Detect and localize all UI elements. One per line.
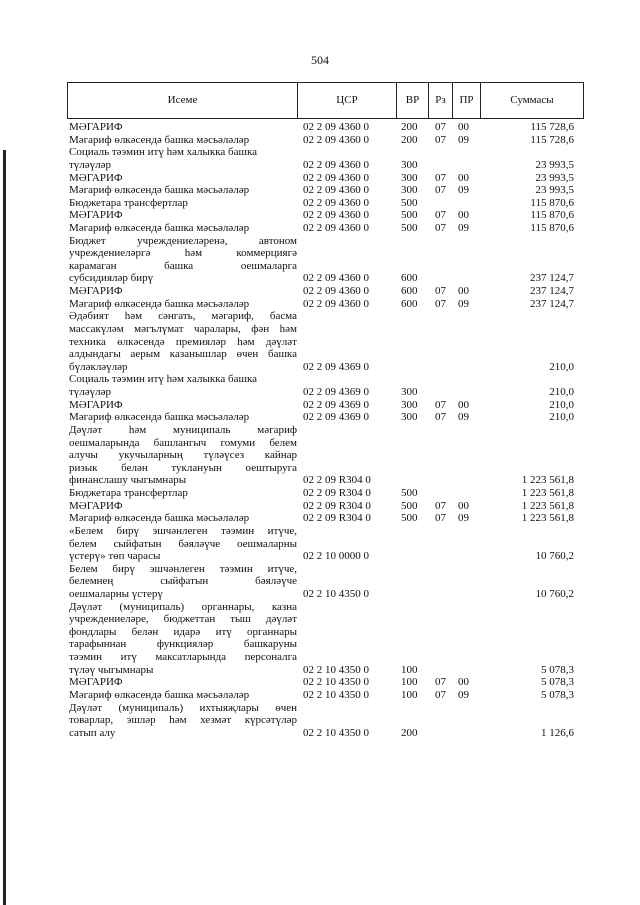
row-pr: 00: [458, 121, 469, 133]
table-row: [67, 689, 584, 701]
row-name: Социаль тәэмин итү һәм халыкка башка: [69, 373, 258, 386]
row-name: оешмаларында башлангыч гомуми белем: [69, 436, 297, 449]
table-row: [67, 399, 584, 411]
table-row: [67, 613, 584, 625]
row-name: түләүләр: [69, 386, 112, 398]
table-row: [67, 373, 584, 385]
table-row: [67, 235, 584, 247]
table-row: [67, 462, 584, 474]
row-name: белем сыйфатын бәяләүче оешмаларны: [69, 537, 297, 550]
table-row: [67, 260, 584, 272]
row-rz: 07: [435, 676, 446, 689]
table-row: [67, 172, 584, 184]
table-row: [67, 500, 584, 512]
row-csr: 02 2 09 4360 0: [303, 285, 369, 298]
row-name: Мәгариф өлкәсендә башка мәсьәләләр: [69, 222, 250, 234]
row-csr: 02 2 09 4369 0: [303, 386, 369, 398]
row-name: Белем бирү эшчәнлеген тәэмин итүче,: [69, 562, 297, 575]
row-pr: 00: [458, 285, 469, 298]
table-row: [67, 247, 584, 259]
page-number: 504: [311, 53, 329, 67]
row-sum: 1 223 561,8: [521, 487, 574, 499]
row-sum: 115 870,6: [530, 196, 574, 209]
row-vr: 200: [401, 133, 418, 146]
row-sum: 5 078,3: [541, 663, 574, 676]
row-sum: 10 760,2: [535, 550, 574, 563]
row-sum: 10 760,2: [535, 587, 574, 600]
row-pr: 09: [458, 184, 469, 197]
row-name: финанслашу чыгымнары: [69, 474, 187, 487]
scan-edge-line: [3, 150, 6, 905]
row-csr: 02 2 10 4350 0: [303, 663, 369, 676]
table-row: [67, 323, 584, 335]
table-row: [67, 121, 584, 133]
row-csr: 02 2 09 4360 0: [303, 209, 369, 222]
row-name: Мәгариф өлкәсендә башка мәсьәләләр: [69, 133, 250, 146]
row-name: оешмаларны үстерү: [69, 587, 163, 600]
row-sum: 210,0: [549, 386, 574, 398]
row-name: сатып алу: [69, 726, 116, 739]
row-vr: 300: [401, 386, 418, 398]
row-name: Мәгариф өлкәсендә башка мәсьәләләр: [69, 297, 250, 310]
row-name: «Белем бирү эшчәнлеген тәэмин итүче,: [69, 524, 297, 537]
row-sum: 23 993,5: [535, 184, 574, 197]
header-sum: Суммасы: [510, 94, 554, 106]
row-csr: 02 2 09 4360 0: [303, 171, 369, 184]
table-row: [67, 638, 584, 650]
table-row: [67, 184, 584, 196]
table-row: [67, 134, 584, 146]
table-row: [67, 159, 584, 171]
row-name: Мәгариф өлкәсендә башка мәсьәләләр: [69, 512, 250, 525]
row-csr: 02 2 09 R304 0: [303, 499, 371, 512]
row-csr: 02 2 10 4350 0: [303, 587, 369, 600]
row-vr: 500: [401, 499, 418, 512]
row-rz: 07: [435, 222, 446, 234]
header-pr: ПР: [453, 83, 481, 118]
row-sum: 5 078,3: [541, 688, 574, 701]
table-row: [67, 664, 584, 676]
header-rz: Рз: [429, 83, 453, 118]
row-pr: 09: [458, 411, 469, 424]
row-csr: 02 2 09 4360 0: [303, 297, 369, 310]
table-row: [67, 714, 584, 726]
row-name: ризык белән туклануын оештыруга: [69, 461, 297, 474]
row-name: Мәгариф өлкәсендә башка мәсьәләләр: [69, 411, 250, 424]
row-csr: 02 2 09 R304 0: [303, 474, 371, 487]
row-rz: 07: [435, 184, 446, 197]
table-row: [67, 538, 584, 550]
row-name: МӘГАРИФ: [69, 398, 123, 411]
row-sum: 115 870,6: [530, 222, 574, 234]
row-csr: 02 2 09 R304 0: [303, 512, 371, 525]
row-rz: 07: [435, 133, 446, 146]
row-pr: 00: [458, 398, 469, 411]
row-pr: 00: [458, 676, 469, 689]
row-rz: 07: [435, 398, 446, 411]
row-csr: 02 2 09 4360 0: [303, 133, 369, 146]
row-rz: 07: [435, 121, 446, 133]
row-vr: 500: [401, 487, 418, 499]
table-row: [67, 575, 584, 587]
table-row: [67, 386, 584, 398]
row-sum: 210,0: [549, 360, 574, 373]
row-name: үстерү» төп чарасы: [69, 550, 161, 563]
table-row: [67, 209, 584, 221]
row-sum: 1 223 561,8: [521, 474, 574, 487]
row-pr: 00: [458, 209, 469, 222]
row-name: белемнең сыйфатын бәяләүче: [69, 575, 297, 588]
row-sum: 1 126,6: [541, 726, 574, 739]
row-name: тәэмин итү максатларында персоналга: [69, 651, 297, 663]
row-sum: 23 993,5: [535, 171, 574, 184]
header-csr: ЦСР: [298, 83, 397, 118]
row-rz: 07: [435, 171, 446, 184]
row-rz: 07: [435, 499, 446, 512]
row-csr: 02 2 10 4350 0: [303, 688, 369, 701]
row-csr: 02 2 09 4360 0: [303, 184, 369, 197]
table-row: [67, 525, 584, 537]
table-row: [67, 336, 584, 348]
table-row: [67, 626, 584, 638]
table-row: [67, 727, 584, 739]
row-sum: 23 993,5: [535, 158, 574, 171]
row-sum: 210,0: [549, 398, 574, 411]
row-name: түләүләр: [69, 158, 112, 171]
table-row: [67, 222, 584, 234]
row-name: МӘГАРИФ: [69, 171, 123, 184]
row-pr: 00: [458, 171, 469, 184]
row-rz: 07: [435, 512, 446, 525]
table-row: [67, 310, 584, 322]
row-vr: 300: [401, 184, 418, 197]
row-name: МӘГАРИФ: [69, 121, 123, 133]
row-name: субсидияләр бирү: [69, 272, 154, 285]
table-row: [67, 676, 584, 688]
row-csr: 02 2 09 4369 0: [303, 398, 369, 411]
row-sum: 5 078,3: [541, 676, 574, 689]
row-name: Мәгариф өлкәсендә башка мәсьәләләр: [69, 688, 250, 701]
table-row: [67, 601, 584, 613]
row-vr: 200: [401, 121, 418, 133]
row-rz: 07: [435, 209, 446, 222]
table-row: [67, 298, 584, 310]
row-vr: 600: [401, 285, 418, 298]
row-csr: 02 2 10 0000 0: [303, 550, 369, 563]
header-vr: ВР: [397, 83, 429, 118]
table-row: [67, 285, 584, 297]
row-name: массакүләм мәгълүмат чаралары, фән һәм: [69, 322, 297, 335]
table-row: [67, 272, 584, 284]
table-row: [67, 474, 584, 486]
row-vr: 500: [401, 512, 418, 525]
row-pr: 09: [458, 133, 469, 146]
table-row: [67, 550, 584, 562]
row-name: фондлары белән идарә итү органнары: [69, 625, 297, 638]
row-pr: 09: [458, 222, 469, 234]
table-row: [67, 512, 584, 524]
table-row: [67, 651, 584, 663]
row-name: МӘГАРИФ: [69, 499, 123, 512]
row-vr: 300: [401, 171, 418, 184]
row-name: бүләкләүләр: [69, 360, 128, 373]
row-name: Бюджетара трансфертлар: [69, 196, 188, 209]
row-csr: 02 2 09 4360 0: [303, 121, 369, 133]
row-csr: 02 2 09 4360 0: [303, 222, 369, 234]
row-sum: 237 124,7: [530, 285, 574, 298]
row-vr: 500: [401, 222, 418, 234]
row-sum: 210,0: [549, 411, 574, 424]
row-name: алдындагы аерым казанышлар өчен башка: [69, 348, 297, 361]
row-name: учреждениеләргә һәм коммерциягә: [69, 247, 297, 260]
row-pr: 09: [458, 297, 469, 310]
row-name: Дәүләт (муниципаль) ихтыяҗлары өчен: [69, 701, 297, 714]
row-name: Дәүләт (муниципаль) органнары, казна: [69, 600, 297, 613]
row-name: алучы укучыларның түләүсез кайнар: [69, 449, 297, 462]
row-rz: 07: [435, 688, 446, 701]
row-vr: 200: [401, 726, 418, 739]
row-name: тарафыннан функцияләр башкаруны: [69, 638, 297, 651]
row-name: МӘГАРИФ: [69, 676, 123, 689]
table-row: [67, 348, 584, 360]
row-csr: 02 2 09 4360 0: [303, 272, 369, 285]
row-vr: 500: [401, 209, 418, 222]
table-row: [67, 487, 584, 499]
table-row: [67, 588, 584, 600]
table-row: [67, 437, 584, 449]
table-row: [67, 702, 584, 714]
row-csr: 02 2 10 4350 0: [303, 676, 369, 689]
row-pr: 09: [458, 512, 469, 525]
row-vr: 100: [401, 676, 418, 689]
row-vr: 300: [401, 411, 418, 424]
table-row: [67, 449, 584, 461]
row-pr: 09: [458, 688, 469, 701]
row-sum: 115 728,6: [530, 133, 574, 146]
row-name: Социаль тәэмин итү һәм халыкка башка: [69, 146, 258, 159]
row-sum: 237 124,7: [530, 297, 574, 310]
row-name: Әдәбият һәм сәнгать, мәгариф, басма: [69, 310, 297, 323]
row-name: түләү чыгымнары: [69, 663, 154, 676]
row-vr: 600: [401, 272, 418, 285]
row-name: Бюджетара трансфертлар: [69, 487, 188, 499]
row-vr: 500: [401, 196, 418, 209]
table-row: [67, 146, 584, 158]
row-name: МӘГАРИФ: [69, 209, 123, 222]
table-row: [67, 411, 584, 423]
table-row: [67, 563, 584, 575]
row-name: учреждениеләре, бюджеттан тыш дәүләт: [69, 613, 297, 626]
row-sum: 237 124,7: [530, 272, 574, 285]
row-rz: 07: [435, 411, 446, 424]
row-csr: 02 2 09 R304 0: [303, 487, 371, 499]
row-csr: 02 2 09 4369 0: [303, 360, 369, 373]
row-sum: 1 223 561,8: [521, 499, 574, 512]
row-name: карамаган башка оешмаларга: [69, 259, 297, 272]
row-sum: 115 870,6: [530, 209, 574, 222]
table-header: [67, 82, 584, 119]
table-row: [67, 197, 584, 209]
row-csr: 02 2 09 4360 0: [303, 196, 369, 209]
row-csr: 02 2 10 4350 0: [303, 726, 369, 739]
row-name: техника өлкәсендә премияләр һәм дәүләт: [69, 335, 297, 348]
row-csr: 02 2 09 4369 0: [303, 411, 369, 424]
row-vr: 100: [401, 663, 418, 676]
row-name: товарлар, эшләр һәм хезмәт күрсәтүләр: [69, 714, 297, 727]
row-name: Мәгариф өлкәсендә башка мәсьәләләр: [69, 184, 250, 197]
row-pr: 00: [458, 499, 469, 512]
row-sum: 115 728,6: [530, 121, 574, 133]
row-name: Бюджет учреждениеләренә, автоном: [69, 234, 297, 247]
table-row: [67, 424, 584, 436]
row-sum: 1 223 561,8: [521, 512, 574, 525]
row-vr: 100: [401, 688, 418, 701]
row-name: Дәүләт һәм муниципаль мәгариф: [69, 423, 297, 436]
row-rz: 07: [435, 297, 446, 310]
row-rz: 07: [435, 285, 446, 298]
header-name: Исеме: [68, 83, 298, 118]
row-vr: 300: [401, 398, 418, 411]
row-vr: 600: [401, 297, 418, 310]
table-row: [67, 361, 584, 373]
row-csr: 02 2 09 4360 0: [303, 158, 369, 171]
row-name: МӘГАРИФ: [69, 285, 123, 298]
row-vr: 300: [401, 158, 418, 171]
